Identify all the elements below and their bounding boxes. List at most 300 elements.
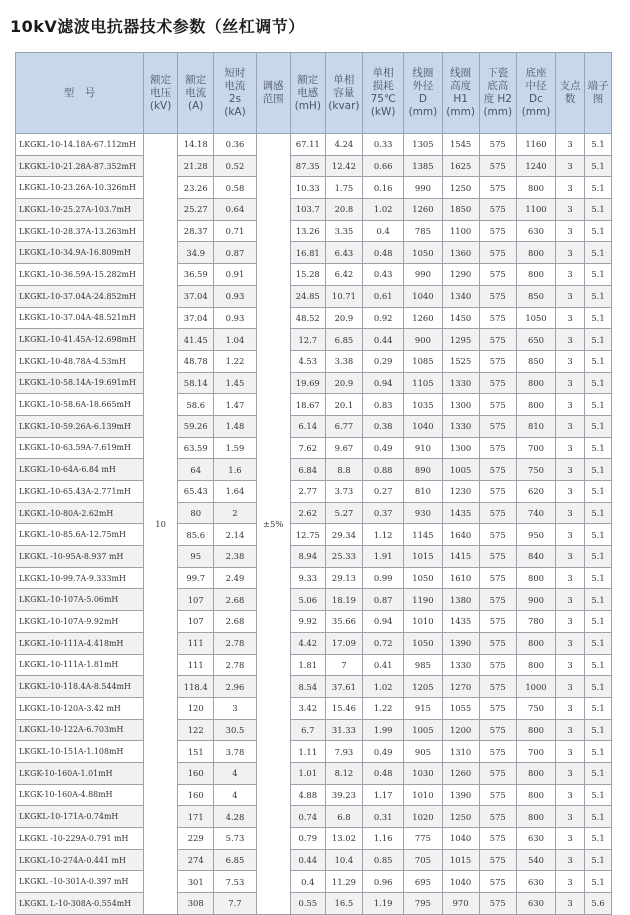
header-line: 底座 bbox=[525, 67, 547, 79]
cell-rated-inductance: 12.7 bbox=[290, 329, 325, 351]
header-line: 电感 bbox=[297, 86, 319, 99]
cell-terminal-diagram: 5.1 bbox=[585, 329, 612, 351]
header-line: 电压 bbox=[150, 86, 172, 99]
cell-coil-outer-diameter: 1050 bbox=[404, 632, 442, 654]
cell-single-phase-capacity: 7.93 bbox=[325, 741, 362, 763]
header-row bbox=[16, 53, 612, 134]
cell-coil-height: 1640 bbox=[442, 524, 479, 546]
cell-coil-outer-diameter: 1040 bbox=[404, 285, 442, 307]
cell-single-phase-loss: 0.92 bbox=[363, 307, 404, 329]
cell-support-points: 3 bbox=[556, 611, 585, 633]
cell-single-phase-loss: 0.49 bbox=[363, 741, 404, 763]
cell-single-phase-capacity: 13.02 bbox=[325, 828, 362, 850]
cell-model: LKGKL -10-301A-0.397 mH bbox=[16, 871, 144, 893]
cell-coil-outer-diameter: 1035 bbox=[404, 394, 442, 416]
cell-short-time-current: 4 bbox=[214, 762, 256, 784]
cell-coil-outer-diameter: 785 bbox=[404, 220, 442, 242]
table-row bbox=[16, 567, 612, 589]
cell-porcelain-base-height: 575 bbox=[479, 459, 516, 481]
cell-base-center-diameter: 620 bbox=[516, 481, 555, 503]
cell-porcelain-base-height: 575 bbox=[479, 719, 516, 741]
cell-rated-current: 111 bbox=[178, 654, 214, 676]
cell-short-time-current: 0.71 bbox=[214, 220, 256, 242]
cell-porcelain-base-height: 575 bbox=[479, 394, 516, 416]
header-line: (mm) bbox=[446, 106, 475, 118]
cell-terminal-diagram: 5.1 bbox=[585, 719, 612, 741]
cell-support-points: 3 bbox=[556, 155, 585, 177]
cell-terminal-diagram: 5.1 bbox=[585, 871, 612, 893]
cell-porcelain-base-height: 575 bbox=[479, 264, 516, 286]
header-line: (mm) bbox=[483, 106, 513, 118]
header-line: 短时 bbox=[224, 67, 246, 79]
cell-support-points: 3 bbox=[556, 199, 585, 221]
cell-support-points: 3 bbox=[556, 849, 585, 871]
cell-rated-current: 25.27 bbox=[178, 199, 214, 221]
cell-model: LKGKL-10-21.28A-87.352mH bbox=[16, 155, 144, 177]
cell-single-phase-loss: 0.44 bbox=[363, 329, 404, 351]
cell-single-phase-loss: 0.27 bbox=[363, 481, 404, 503]
cell-coil-outer-diameter: 810 bbox=[404, 481, 442, 503]
cell-base-center-diameter: 750 bbox=[516, 459, 555, 481]
cell-single-phase-loss: 1.02 bbox=[363, 199, 404, 221]
cell-terminal-diagram: 5.1 bbox=[585, 199, 612, 221]
cell-coil-outer-diameter: 985 bbox=[404, 654, 442, 676]
cell-porcelain-base-height: 575 bbox=[479, 502, 516, 524]
cell-base-center-diameter: 1000 bbox=[516, 676, 555, 698]
cell-single-phase-capacity: 6.42 bbox=[325, 264, 362, 286]
table-row bbox=[16, 893, 612, 915]
cell-porcelain-base-height: 575 bbox=[479, 828, 516, 850]
cell-short-time-current: 3.78 bbox=[214, 741, 256, 763]
cell-model: LKGKL-10-274A-0.441 mH bbox=[16, 849, 144, 871]
cell-rated-current: 160 bbox=[178, 784, 214, 806]
header-line: 中径 bbox=[525, 80, 547, 92]
cell-rated-inductance: 9.92 bbox=[290, 611, 325, 633]
cell-base-center-diameter: 800 bbox=[516, 394, 555, 416]
cell-support-points: 3 bbox=[556, 264, 585, 286]
cell-porcelain-base-height: 575 bbox=[479, 741, 516, 763]
cell-short-time-current: 1.45 bbox=[214, 372, 256, 394]
header-line: (mm) bbox=[408, 106, 438, 118]
cell-porcelain-base-height: 575 bbox=[479, 242, 516, 264]
cell-base-center-diameter: 650 bbox=[516, 329, 555, 351]
header-line: (mH) bbox=[294, 99, 321, 112]
table-row bbox=[16, 199, 612, 221]
cell-terminal-diagram: 5.1 bbox=[585, 697, 612, 719]
cell-terminal-diagram: 5.1 bbox=[585, 502, 612, 524]
cell-porcelain-base-height: 575 bbox=[479, 893, 516, 915]
cell-coil-height: 1330 bbox=[442, 372, 479, 394]
cell-short-time-current: 1.6 bbox=[214, 459, 256, 481]
cell-coil-height: 1850 bbox=[442, 199, 479, 221]
header-line: 额定 bbox=[297, 73, 319, 86]
cell-coil-height: 1300 bbox=[442, 394, 479, 416]
cell-single-phase-loss: 0.48 bbox=[363, 762, 404, 784]
cell-porcelain-base-height: 575 bbox=[479, 437, 516, 459]
cell-single-phase-capacity: 6.85 bbox=[325, 329, 362, 351]
cell-support-points: 3 bbox=[556, 329, 585, 351]
cell-terminal-diagram: 5.1 bbox=[585, 264, 612, 286]
cell-single-phase-capacity: 3.38 bbox=[325, 350, 362, 372]
cell-coil-outer-diameter: 900 bbox=[404, 329, 442, 351]
cell-porcelain-base-height: 575 bbox=[479, 155, 516, 177]
cell-rated-current: 118.4 bbox=[178, 676, 214, 698]
cell-base-center-diameter: 700 bbox=[516, 741, 555, 763]
cell-short-time-current: 2.68 bbox=[214, 589, 256, 611]
table-row bbox=[16, 611, 612, 633]
cell-porcelain-base-height: 575 bbox=[479, 589, 516, 611]
header-line: 电流 bbox=[224, 80, 246, 92]
cell-single-phase-loss: 0.4 bbox=[363, 220, 404, 242]
cell-single-phase-loss: 0.31 bbox=[363, 806, 404, 828]
cell-coil-outer-diameter: 1305 bbox=[404, 134, 442, 156]
cell-single-phase-capacity: 17.09 bbox=[325, 632, 362, 654]
cell-coil-height: 1250 bbox=[442, 806, 479, 828]
header-line: 调感 bbox=[262, 80, 284, 92]
cell-support-points: 3 bbox=[556, 350, 585, 372]
table-row bbox=[16, 632, 612, 654]
table-row bbox=[16, 350, 612, 372]
cell-coil-height: 1625 bbox=[442, 155, 479, 177]
cell-porcelain-base-height: 575 bbox=[479, 134, 516, 156]
cell-short-time-current: 0.36 bbox=[214, 134, 256, 156]
cell-single-phase-loss: 0.33 bbox=[363, 134, 404, 156]
cell-support-points: 3 bbox=[556, 524, 585, 546]
cell-model: LKGKL-10-111A-1.81mH bbox=[16, 654, 144, 676]
cell-coil-outer-diameter: 775 bbox=[404, 828, 442, 850]
table-row bbox=[16, 329, 612, 351]
cell-single-phase-loss: 0.96 bbox=[363, 871, 404, 893]
cell-rated-inductance: 2.62 bbox=[290, 502, 325, 524]
cell-rated-current: 80 bbox=[178, 502, 214, 524]
cell-rated-current: 64 bbox=[178, 459, 214, 481]
cell-rated-inductance: 7.62 bbox=[290, 437, 325, 459]
cell-base-center-diameter: 1100 bbox=[516, 199, 555, 221]
header-line: 图 bbox=[592, 93, 604, 105]
cell-rated-current: 122 bbox=[178, 719, 214, 741]
cell-coil-outer-diameter: 910 bbox=[404, 437, 442, 459]
cell-rated-inductance: 87.35 bbox=[290, 155, 325, 177]
cell-single-phase-loss: 0.37 bbox=[363, 502, 404, 524]
cell-coil-outer-diameter: 915 bbox=[404, 697, 442, 719]
cell-model: LKGKL-10-63.59A-7.619mH bbox=[16, 437, 144, 459]
cell-coil-outer-diameter: 795 bbox=[404, 893, 442, 915]
header-line: H1 bbox=[453, 93, 468, 105]
cell-coil-outer-diameter: 990 bbox=[404, 264, 442, 286]
cell-rated-inductance: 8.54 bbox=[290, 676, 325, 698]
cell-rated-current: 58.14 bbox=[178, 372, 214, 394]
header-line: 支点 bbox=[559, 80, 581, 92]
cell-rated-current: 65.43 bbox=[178, 481, 214, 503]
cell-single-phase-capacity: 5.27 bbox=[325, 502, 362, 524]
table-row bbox=[16, 394, 612, 416]
cell-porcelain-base-height: 575 bbox=[479, 329, 516, 351]
cell-rated-current: 23.26 bbox=[178, 177, 214, 199]
cell-base-center-diameter: 800 bbox=[516, 806, 555, 828]
cell-short-time-current: 1.48 bbox=[214, 415, 256, 437]
cell-rated-inductance: 67.11 bbox=[290, 134, 325, 156]
cell-coil-height: 1310 bbox=[442, 741, 479, 763]
cell-terminal-diagram: 5.1 bbox=[585, 611, 612, 633]
cell-rated-inductance: 9.33 bbox=[290, 567, 325, 589]
cell-base-center-diameter: 800 bbox=[516, 264, 555, 286]
cell-short-time-current: 0.64 bbox=[214, 199, 256, 221]
cell-short-time-current: 0.93 bbox=[214, 307, 256, 329]
cell-model: LKGKL -10-95A-8.937 mH bbox=[16, 546, 144, 568]
header-line: 线圈 bbox=[412, 67, 434, 79]
cell-terminal-diagram: 5.1 bbox=[585, 589, 612, 611]
cell-model: LKGKL-10-80A-2.62mH bbox=[16, 502, 144, 524]
cell-support-points: 3 bbox=[556, 372, 585, 394]
table-row bbox=[16, 220, 612, 242]
cell-porcelain-base-height: 575 bbox=[479, 654, 516, 676]
cell-model: LKGKL-10-107A-5.06mH bbox=[16, 589, 144, 611]
table-row bbox=[16, 784, 612, 806]
cell-short-time-current: 0.58 bbox=[214, 177, 256, 199]
cell-coil-outer-diameter: 930 bbox=[404, 502, 442, 524]
cell-rated-voltage: 10 bbox=[144, 134, 178, 915]
header-line: 容量 bbox=[333, 86, 355, 99]
cell-coil-outer-diameter: 1260 bbox=[404, 199, 442, 221]
cell-coil-outer-diameter: 1005 bbox=[404, 719, 442, 741]
cell-coil-height: 1295 bbox=[442, 329, 479, 351]
cell-single-phase-loss: 1.12 bbox=[363, 524, 404, 546]
header-line: 下瓷 bbox=[487, 67, 509, 79]
cell-model: LKGKL-10-122A-6.703mH bbox=[16, 719, 144, 741]
cell-single-phase-capacity: 3.73 bbox=[325, 481, 362, 503]
cell-single-phase-capacity: 7 bbox=[325, 654, 362, 676]
cell-rated-inductance: 5.06 bbox=[290, 589, 325, 611]
cell-short-time-current: 4 bbox=[214, 784, 256, 806]
table-row bbox=[16, 676, 612, 698]
cell-support-points: 3 bbox=[556, 177, 585, 199]
cell-coil-height: 1525 bbox=[442, 350, 479, 372]
cell-base-center-diameter: 540 bbox=[516, 849, 555, 871]
cell-coil-outer-diameter: 695 bbox=[404, 871, 442, 893]
cell-coil-height: 1330 bbox=[442, 415, 479, 437]
cell-single-phase-loss: 0.41 bbox=[363, 654, 404, 676]
header-line: 单相 bbox=[333, 73, 355, 86]
cell-rated-inductance: 6.84 bbox=[290, 459, 325, 481]
cell-single-phase-capacity: 3.35 bbox=[325, 220, 362, 242]
cell-porcelain-base-height: 575 bbox=[479, 220, 516, 242]
cell-base-center-diameter: 630 bbox=[516, 220, 555, 242]
cell-coil-height: 1005 bbox=[442, 459, 479, 481]
table-row bbox=[16, 871, 612, 893]
cell-porcelain-base-height: 575 bbox=[479, 524, 516, 546]
cell-coil-outer-diameter: 1040 bbox=[404, 415, 442, 437]
cell-terminal-diagram: 5.1 bbox=[585, 415, 612, 437]
cell-porcelain-base-height: 575 bbox=[479, 350, 516, 372]
cell-model: LKGKL-10-28.37A-13.263mH bbox=[16, 220, 144, 242]
cell-short-time-current: 5.73 bbox=[214, 828, 256, 850]
page-title: 10kV滤波电抗器技术参数（丝杠调节） bbox=[10, 17, 305, 36]
cell-short-time-current: 2.96 bbox=[214, 676, 256, 698]
cell-short-time-current: 4.28 bbox=[214, 806, 256, 828]
header-single-phase-capacity bbox=[325, 53, 362, 134]
cell-rated-current: 95 bbox=[178, 546, 214, 568]
cell-single-phase-capacity: 6.77 bbox=[325, 415, 362, 437]
cell-base-center-diameter: 950 bbox=[516, 524, 555, 546]
cell-coil-outer-diameter: 1050 bbox=[404, 242, 442, 264]
cell-single-phase-loss: 0.94 bbox=[363, 372, 404, 394]
cell-support-points: 3 bbox=[556, 567, 585, 589]
header-rated-voltage bbox=[144, 53, 178, 134]
table-row bbox=[16, 285, 612, 307]
cell-model: LKGKL-10-14.18A-67.112mH bbox=[16, 134, 144, 156]
header-line: 单相 bbox=[372, 67, 394, 79]
header-model bbox=[16, 53, 144, 134]
cell-terminal-diagram: 5.1 bbox=[585, 437, 612, 459]
cell-rated-current: 171 bbox=[178, 806, 214, 828]
cell-coil-height: 1300 bbox=[442, 437, 479, 459]
cell-coil-height: 1380 bbox=[442, 589, 479, 611]
header-line: (A) bbox=[188, 99, 204, 112]
cell-short-time-current: 3 bbox=[214, 697, 256, 719]
cell-terminal-diagram: 5.1 bbox=[585, 177, 612, 199]
cell-single-phase-capacity: 39.23 bbox=[325, 784, 362, 806]
cell-single-phase-loss: 1.91 bbox=[363, 546, 404, 568]
cell-rated-current: 34.9 bbox=[178, 242, 214, 264]
cell-base-center-diameter: 780 bbox=[516, 611, 555, 633]
table-row bbox=[16, 155, 612, 177]
cell-short-time-current: 6.85 bbox=[214, 849, 256, 871]
cell-short-time-current: 7.7 bbox=[214, 893, 256, 915]
cell-rated-current: 59.26 bbox=[178, 415, 214, 437]
cell-short-time-current: 0.93 bbox=[214, 285, 256, 307]
cell-terminal-diagram: 5.1 bbox=[585, 481, 612, 503]
table-row bbox=[16, 806, 612, 828]
header-coil-outer-diameter bbox=[404, 53, 442, 134]
cell-porcelain-base-height: 575 bbox=[479, 372, 516, 394]
cell-model: LKGKL-10-23.26A-10.326mH bbox=[16, 177, 144, 199]
cell-single-phase-loss: 0.94 bbox=[363, 611, 404, 633]
cell-adjust-range: ±5% bbox=[256, 134, 290, 915]
cell-rated-inductance: 6.14 bbox=[290, 415, 325, 437]
cell-single-phase-loss: 0.48 bbox=[363, 242, 404, 264]
cell-porcelain-base-height: 575 bbox=[479, 546, 516, 568]
cell-model: LKGKL-10-34.9A-16.809mH bbox=[16, 242, 144, 264]
cell-porcelain-base-height: 575 bbox=[479, 567, 516, 589]
cell-coil-height: 1390 bbox=[442, 784, 479, 806]
cell-rated-current: 37.04 bbox=[178, 285, 214, 307]
header-line: (mm) bbox=[521, 106, 551, 118]
cell-support-points: 3 bbox=[556, 676, 585, 698]
cell-short-time-current: 2.49 bbox=[214, 567, 256, 589]
cell-base-center-diameter: 630 bbox=[516, 871, 555, 893]
cell-single-phase-capacity: 18.19 bbox=[325, 589, 362, 611]
table-header bbox=[16, 53, 612, 134]
cell-terminal-diagram: 5.1 bbox=[585, 459, 612, 481]
cell-coil-outer-diameter: 990 bbox=[404, 177, 442, 199]
cell-coil-outer-diameter: 1020 bbox=[404, 806, 442, 828]
cell-terminal-diagram: 5.6 bbox=[585, 893, 612, 915]
cell-coil-height: 1450 bbox=[442, 307, 479, 329]
header-line: 损耗 bbox=[372, 80, 394, 92]
table-row bbox=[16, 134, 612, 156]
cell-single-phase-loss: 0.83 bbox=[363, 394, 404, 416]
cell-model: LKGKL-10-58.14A-19.691mH bbox=[16, 372, 144, 394]
cell-terminal-diagram: 5.1 bbox=[585, 567, 612, 589]
cell-base-center-diameter: 850 bbox=[516, 350, 555, 372]
cell-porcelain-base-height: 575 bbox=[479, 481, 516, 503]
header-line: 数 bbox=[564, 93, 576, 105]
cell-support-points: 3 bbox=[556, 784, 585, 806]
cell-coil-height: 1330 bbox=[442, 654, 479, 676]
cell-rated-inductance: 4.42 bbox=[290, 632, 325, 654]
header-short-time-current bbox=[214, 53, 256, 134]
cell-coil-outer-diameter: 1260 bbox=[404, 307, 442, 329]
cell-support-points: 3 bbox=[556, 459, 585, 481]
cell-base-center-diameter: 630 bbox=[516, 893, 555, 915]
cell-rated-current: 48.78 bbox=[178, 350, 214, 372]
cell-terminal-diagram: 5.1 bbox=[585, 849, 612, 871]
table-row bbox=[16, 849, 612, 871]
cell-terminal-diagram: 5.1 bbox=[585, 524, 612, 546]
cell-base-center-diameter: 800 bbox=[516, 372, 555, 394]
cell-coil-outer-diameter: 1385 bbox=[404, 155, 442, 177]
cell-short-time-current: 1.64 bbox=[214, 481, 256, 503]
cell-single-phase-loss: 1.19 bbox=[363, 893, 404, 915]
header-rated-current bbox=[178, 53, 214, 134]
cell-coil-height: 1340 bbox=[442, 285, 479, 307]
cell-model: LKGKL-10-36.59A-15.282mH bbox=[16, 264, 144, 286]
cell-single-phase-capacity: 11.29 bbox=[325, 871, 362, 893]
cell-rated-inductance: 6.7 bbox=[290, 719, 325, 741]
cell-coil-height: 1435 bbox=[442, 611, 479, 633]
cell-coil-outer-diameter: 1030 bbox=[404, 762, 442, 784]
cell-short-time-current: 2 bbox=[214, 502, 256, 524]
cell-coil-outer-diameter: 1085 bbox=[404, 350, 442, 372]
cell-single-phase-capacity: 10.4 bbox=[325, 849, 362, 871]
cell-base-center-diameter: 840 bbox=[516, 546, 555, 568]
cell-coil-outer-diameter: 1010 bbox=[404, 611, 442, 633]
cell-single-phase-loss: 0.72 bbox=[363, 632, 404, 654]
cell-single-phase-capacity: 25.33 bbox=[325, 546, 362, 568]
cell-terminal-diagram: 5.1 bbox=[585, 676, 612, 698]
cell-terminal-diagram: 5.1 bbox=[585, 828, 612, 850]
cell-support-points: 3 bbox=[556, 307, 585, 329]
table-row bbox=[16, 589, 612, 611]
cell-rated-current: 274 bbox=[178, 849, 214, 871]
cell-support-points: 3 bbox=[556, 502, 585, 524]
cell-single-phase-capacity: 1.75 bbox=[325, 177, 362, 199]
table-row bbox=[16, 372, 612, 394]
header-line: 底高 bbox=[487, 80, 509, 92]
cell-rated-inductance: 0.55 bbox=[290, 893, 325, 915]
cell-model: LKGKL-10-64A-6.84 mH bbox=[16, 459, 144, 481]
cell-single-phase-loss: 0.43 bbox=[363, 264, 404, 286]
cell-support-points: 3 bbox=[556, 134, 585, 156]
header-rated-inductance bbox=[290, 53, 325, 134]
cell-rated-current: 28.37 bbox=[178, 220, 214, 242]
cell-single-phase-loss: 0.87 bbox=[363, 589, 404, 611]
cell-rated-current: 21.28 bbox=[178, 155, 214, 177]
cell-base-center-diameter: 1160 bbox=[516, 134, 555, 156]
cell-support-points: 3 bbox=[556, 632, 585, 654]
cell-rated-inductance: 1.01 bbox=[290, 762, 325, 784]
cell-base-center-diameter: 700 bbox=[516, 437, 555, 459]
table-row bbox=[16, 741, 612, 763]
cell-porcelain-base-height: 575 bbox=[479, 762, 516, 784]
cell-porcelain-base-height: 575 bbox=[479, 784, 516, 806]
header-line: 端子 bbox=[587, 80, 609, 92]
cell-rated-inductance: 103.7 bbox=[290, 199, 325, 221]
header-porcelain-base-height bbox=[479, 53, 516, 134]
cell-rated-inductance: 8.94 bbox=[290, 546, 325, 568]
cell-porcelain-base-height: 575 bbox=[479, 285, 516, 307]
table-row bbox=[16, 524, 612, 546]
